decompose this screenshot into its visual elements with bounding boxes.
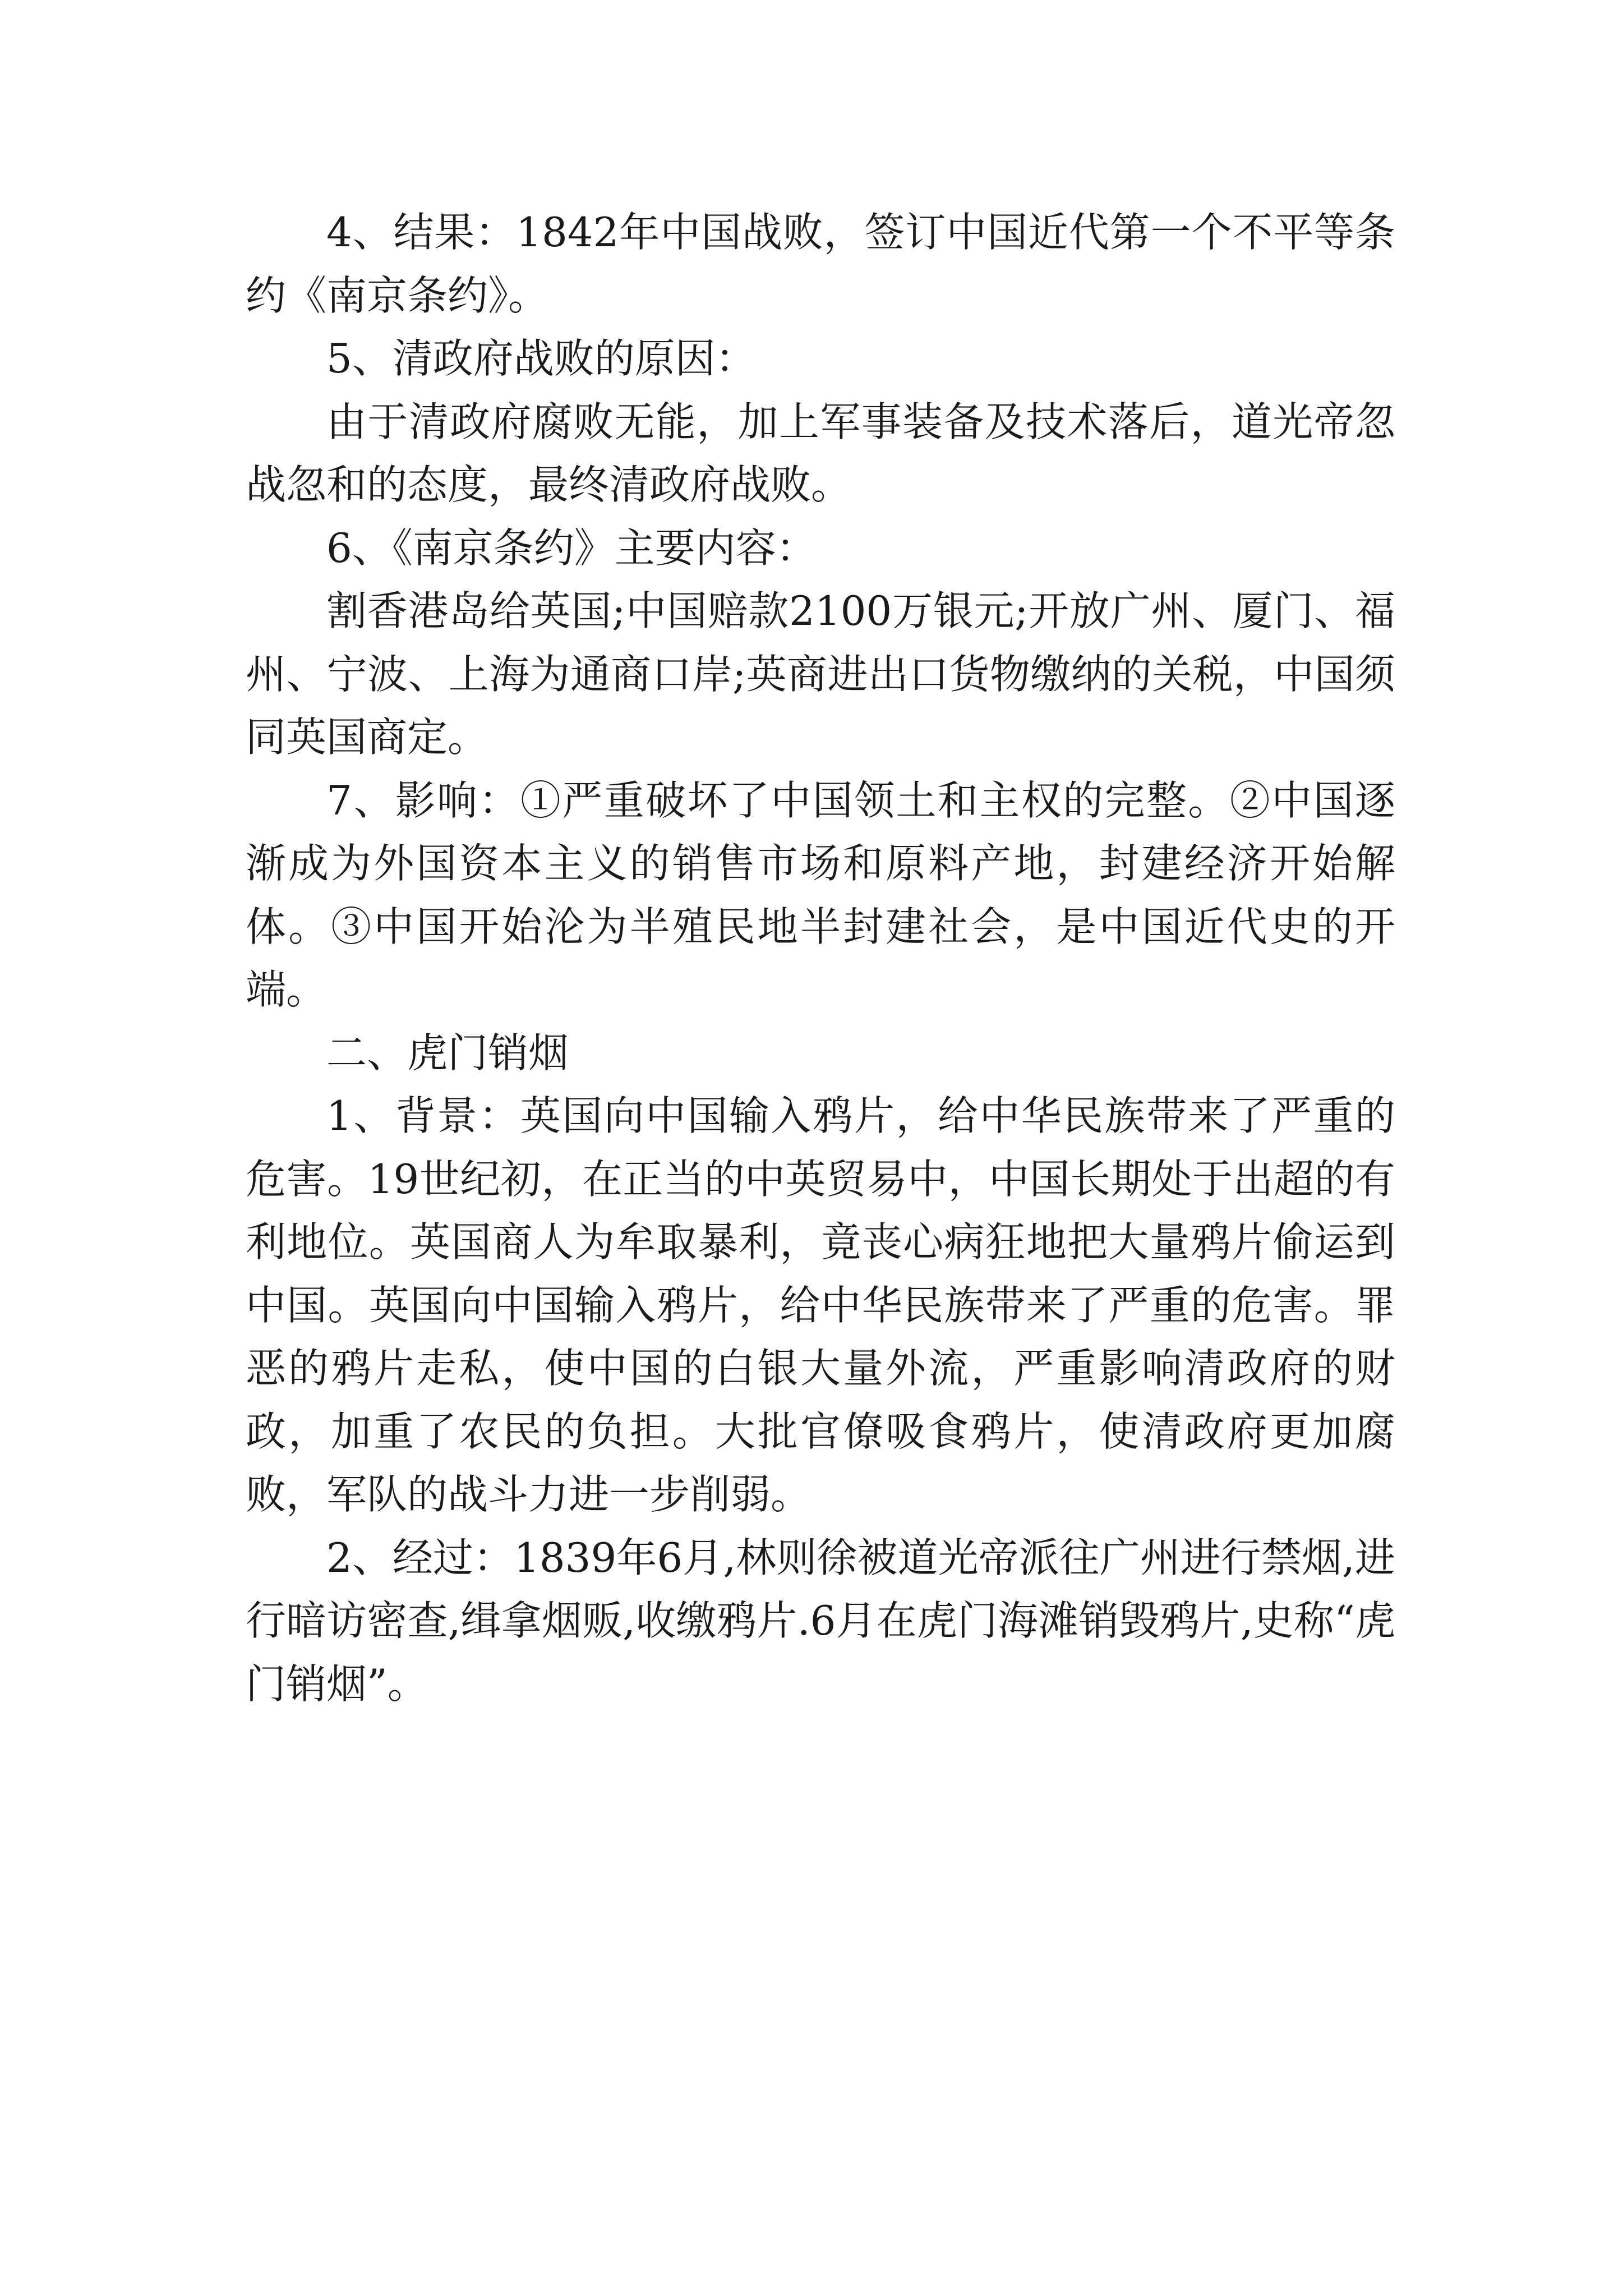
paragraph-defeat-reason-heading: 5、清政府战败的原因： <box>326 335 756 382</box>
paragraph-treaty-content: 割香港岛给英国;中国赔款2100万银元;开放广州、厦门、福州、宁波、上海为通商口岸;英商进出口货物缴纳的关税，中国须同英国商定。 <box>246 587 1395 761</box>
paragraph-defeat-reason: 由于清政府腐败无能，加上军事装备及技术落后，道光帝忽战忽和的态度，最终清政府战败。 <box>246 398 1395 508</box>
paragraph-background: 1、背景：英国向中国输入鸦片，给中华民族带来了严重的危害。19世纪初，在正当的中英贸易中，中国长期处于出超的有利地位。英国商人为牟取暴利，竟丧心病狂地把大量鸦片偷运到中国。英国向中国输入鸦片，给中华民族带来了严重的危害。罪恶的鸦片走私，使中国的白银大量外流，严重影响清政府的财政，加重了农民的负担。大批官僚吸食鸦片，使清政府更加腐败，军队的战斗力进一步削弱。 <box>246 1092 1395 1518</box>
paragraph-impact: 7、影响：①严重破坏了中国领土和主权的完整。②中国逐渐成为外国资本主义的销售市场和原料产地，封建经济开始解体。③中国开始沦为半殖民地半封建社会，是中国近代史的开端。 <box>246 776 1395 1013</box>
document-body <box>246 201 1395 1715</box>
paragraph-result: 4、结果：1842年中国战败，签订中国近代第一个不平等条约《南京条约》。 <box>246 209 1395 319</box>
paragraph-process: 2、经过：1839年6月,林则徐被道光帝派往广州进行禁烟,进行暗访密查,缉拿烟贩,收缴鸦片.6月在虎门海滩销毁鸦片,史称“虎门销烟”。 <box>246 1534 1395 1708</box>
section-heading-humen: 二、虎门销烟 <box>326 1029 569 1076</box>
paragraph-treaty-content-heading: 6、《南京条约》主要内容： <box>326 524 817 572</box>
